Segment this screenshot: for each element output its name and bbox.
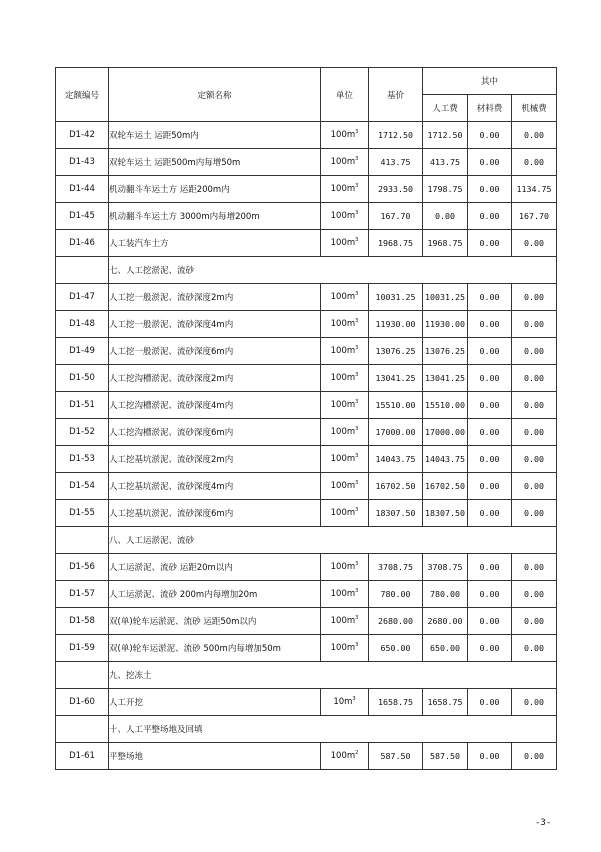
unit-exponent: 2 <box>355 750 359 757</box>
unit-exponent: 3 <box>355 561 359 568</box>
table-row <box>56 635 557 662</box>
quota-unit <box>321 176 369 203</box>
table-row <box>56 500 557 527</box>
labor-cost: 1658.75 <box>423 689 468 716</box>
quota-code: D1-45 <box>56 203 109 230</box>
quota-name: 人工挖一般淤泥、流砂深度6m内 <box>109 338 321 365</box>
machine-cost: 0.00 <box>512 284 557 311</box>
machine-cost: 0.00 <box>512 365 557 392</box>
material-cost: 0.00 <box>468 689 512 716</box>
base-price: 2680.00 <box>369 608 423 635</box>
quota-code: D1-42 <box>56 122 109 149</box>
unit-exponent: 3 <box>355 210 359 217</box>
table-row <box>56 419 557 446</box>
base-price: 16702.50 <box>369 473 423 500</box>
labor-cost: 3708.75 <box>423 554 468 581</box>
quota-name: 双轮车运土 运距50m内 <box>109 122 321 149</box>
table-row <box>56 392 557 419</box>
table-row <box>56 149 557 176</box>
unit-exponent: 3 <box>355 426 359 433</box>
quota-code: D1-57 <box>56 581 109 608</box>
unit-exponent: 3 <box>355 291 359 298</box>
unit-base: 100m <box>330 400 356 410</box>
unit-base: 100m <box>330 643 356 653</box>
base-price: 587.50 <box>369 743 423 770</box>
section-spacer <box>56 662 109 689</box>
machine-cost: 0.00 <box>512 743 557 770</box>
machine-cost: 0.00 <box>512 473 557 500</box>
section-title: 十、人工平整场地及回填 <box>109 716 557 743</box>
base-price: 1968.75 <box>369 230 423 257</box>
labor-cost: 1798.75 <box>423 176 468 203</box>
quota-name: 人工挖一般淤泥、流砂深度4m内 <box>109 311 321 338</box>
table-row <box>56 554 557 581</box>
quota-unit <box>321 149 369 176</box>
table-row <box>56 743 557 770</box>
quota-code: D1-48 <box>56 311 109 338</box>
quota-unit <box>321 446 369 473</box>
unit-base: 100m <box>330 616 356 626</box>
labor-cost: 11930.00 <box>423 311 468 338</box>
labor-cost: 16702.50 <box>423 473 468 500</box>
machine-cost: 0.00 <box>512 500 557 527</box>
quota-unit <box>321 203 369 230</box>
labor-cost: 1712.50 <box>423 122 468 149</box>
table-row <box>56 122 557 149</box>
unit-base: 100m <box>330 238 356 248</box>
section-spacer <box>56 716 109 743</box>
quota-code: D1-52 <box>56 419 109 446</box>
quota-table <box>55 67 557 770</box>
table-row <box>56 311 557 338</box>
unit-base: 100m <box>330 481 356 491</box>
labor-cost: 18307.50 <box>423 500 468 527</box>
section-row <box>56 527 557 554</box>
labor-cost: 650.00 <box>423 635 468 662</box>
unit-base: 100m <box>330 427 356 437</box>
material-cost: 0.00 <box>468 473 512 500</box>
labor-cost: 0.00 <box>423 203 468 230</box>
unit-exponent: 3 <box>355 129 359 136</box>
material-cost: 0.00 <box>468 338 512 365</box>
material-cost: 0.00 <box>468 365 512 392</box>
machine-cost: 0.00 <box>512 581 557 608</box>
section-title: 九、挖冻土 <box>109 662 557 689</box>
quota-code: D1-55 <box>56 500 109 527</box>
quota-body <box>56 122 557 770</box>
quota-name: 人工运淤泥、流砂 200m内每增加20m <box>109 581 321 608</box>
quota-code: D1-51 <box>56 392 109 419</box>
quota-name: 人工挖沟槽淤泥、流砂深度4m内 <box>109 392 321 419</box>
base-price: 17000.00 <box>369 419 423 446</box>
material-cost: 0.00 <box>468 500 512 527</box>
material-cost: 0.00 <box>468 554 512 581</box>
unit-base: 100m <box>330 211 356 221</box>
quota-code: D1-61 <box>56 743 109 770</box>
labor-cost: 17000.00 <box>423 419 468 446</box>
header-of-which: 其中 <box>423 68 557 95</box>
machine-cost: 167.70 <box>512 203 557 230</box>
unit-exponent: 3 <box>355 615 359 622</box>
unit-base: 100m <box>330 589 356 599</box>
material-cost: 0.00 <box>468 608 512 635</box>
table-row <box>56 365 557 392</box>
base-price: 13076.25 <box>369 338 423 365</box>
labor-cost: 1968.75 <box>423 230 468 257</box>
material-cost: 0.00 <box>468 635 512 662</box>
unit-base: 100m <box>330 184 356 194</box>
quota-name: 双轮车运土 运距500m内每增50m <box>109 149 321 176</box>
section-spacer <box>56 257 109 284</box>
unit-exponent: 3 <box>352 696 356 703</box>
unit-base: 100m <box>330 157 356 167</box>
quota-unit <box>321 284 369 311</box>
header-code: 定额编号 <box>56 68 109 122</box>
labor-cost: 15510.00 <box>423 392 468 419</box>
table-row <box>56 473 557 500</box>
quota-name: 人工挖沟槽淤泥、流砂深度6m内 <box>109 419 321 446</box>
material-cost: 0.00 <box>468 311 512 338</box>
quota-unit <box>321 689 369 716</box>
unit-exponent: 3 <box>355 588 359 595</box>
machine-cost: 0.00 <box>512 122 557 149</box>
unit-exponent: 3 <box>355 372 359 379</box>
machine-cost: 0.00 <box>512 230 557 257</box>
quota-name: 人工运淤泥、流砂 运距20m以内 <box>109 554 321 581</box>
header-unit: 单位 <box>321 68 369 122</box>
labor-cost: 2680.00 <box>423 608 468 635</box>
quota-name: 人工挖沟槽淤泥、流砂深度2m内 <box>109 365 321 392</box>
base-price: 413.75 <box>369 149 423 176</box>
unit-exponent: 3 <box>355 480 359 487</box>
quota-unit <box>321 581 369 608</box>
machine-cost: 0.00 <box>512 689 557 716</box>
base-price: 650.00 <box>369 635 423 662</box>
quota-unit <box>321 743 369 770</box>
unit-base: 100m <box>330 454 356 464</box>
quota-unit <box>321 500 369 527</box>
base-price: 14043.75 <box>369 446 423 473</box>
material-cost: 0.00 <box>468 203 512 230</box>
unit-exponent: 3 <box>355 453 359 460</box>
section-title: 七、人工挖淤泥、流砂 <box>109 257 557 284</box>
unit-base: 10m <box>333 697 353 707</box>
unit-base: 100m <box>330 130 356 140</box>
quota-code: D1-56 <box>56 554 109 581</box>
unit-exponent: 3 <box>355 183 359 190</box>
unit-exponent: 3 <box>355 642 359 649</box>
unit-exponent: 3 <box>355 156 359 163</box>
quota-code: D1-50 <box>56 365 109 392</box>
header-material: 材料费 <box>468 95 512 122</box>
table-row <box>56 203 557 230</box>
material-cost: 0.00 <box>468 284 512 311</box>
quota-code: D1-53 <box>56 446 109 473</box>
quota-code: D1-43 <box>56 149 109 176</box>
quota-code: D1-44 <box>56 176 109 203</box>
machine-cost: 0.00 <box>512 635 557 662</box>
labor-cost: 587.50 <box>423 743 468 770</box>
unit-exponent: 3 <box>355 507 359 514</box>
quota-unit <box>321 311 369 338</box>
quota-unit <box>321 554 369 581</box>
quota-name: 双(单)轮车运淤泥、流砂 运距50m以内 <box>109 608 321 635</box>
quota-code: D1-54 <box>56 473 109 500</box>
table-row <box>56 689 557 716</box>
table-row <box>56 608 557 635</box>
header-base-price: 基价 <box>369 68 423 122</box>
section-title: 八、人工运淤泥、流砂 <box>109 527 557 554</box>
quota-name: 平整场地 <box>109 743 321 770</box>
quota-unit <box>321 635 369 662</box>
quota-unit <box>321 392 369 419</box>
labor-cost: 13041.25 <box>423 365 468 392</box>
table-row <box>56 284 557 311</box>
quota-code: D1-59 <box>56 635 109 662</box>
table-row <box>56 581 557 608</box>
material-cost: 0.00 <box>468 230 512 257</box>
section-spacer <box>56 527 109 554</box>
material-cost: 0.00 <box>468 176 512 203</box>
machine-cost: 0.00 <box>512 311 557 338</box>
labor-cost: 14043.75 <box>423 446 468 473</box>
quota-unit <box>321 419 369 446</box>
quota-unit <box>321 122 369 149</box>
machine-cost: 0.00 <box>512 338 557 365</box>
header-name: 定额名称 <box>109 68 321 122</box>
quota-unit <box>321 230 369 257</box>
table-row <box>56 338 557 365</box>
quota-code: D1-58 <box>56 608 109 635</box>
base-price: 13041.25 <box>369 365 423 392</box>
quota-code: D1-47 <box>56 284 109 311</box>
base-price: 167.70 <box>369 203 423 230</box>
base-price: 1658.75 <box>369 689 423 716</box>
machine-cost: 0.00 <box>512 554 557 581</box>
machine-cost: 0.00 <box>512 392 557 419</box>
unit-base: 100m <box>330 373 356 383</box>
material-cost: 0.00 <box>468 122 512 149</box>
quota-code: D1-46 <box>56 230 109 257</box>
unit-base: 100m <box>330 292 356 302</box>
base-price: 11930.00 <box>369 311 423 338</box>
quota-name: 人工装汽车土方 <box>109 230 321 257</box>
quota-name: 机动翻斗车运土方 3000m内每增200m <box>109 203 321 230</box>
base-price: 2933.50 <box>369 176 423 203</box>
labor-cost: 780.00 <box>423 581 468 608</box>
base-price: 1712.50 <box>369 122 423 149</box>
base-price: 10031.25 <box>369 284 423 311</box>
unit-exponent: 3 <box>355 318 359 325</box>
labor-cost: 413.75 <box>423 149 468 176</box>
base-price: 3708.75 <box>369 554 423 581</box>
unit-base: 100m <box>330 562 356 572</box>
section-row <box>56 257 557 284</box>
section-row <box>56 662 557 689</box>
page-number: -3- <box>535 818 552 828</box>
unit-exponent: 3 <box>355 237 359 244</box>
base-price: 15510.00 <box>369 392 423 419</box>
table-row <box>56 176 557 203</box>
machine-cost: 0.00 <box>512 419 557 446</box>
quota-code: D1-49 <box>56 338 109 365</box>
base-price: 18307.50 <box>369 500 423 527</box>
quota-name: 双(单)轮车运淤泥、流砂 500m内每增加50m <box>109 635 321 662</box>
material-cost: 0.00 <box>468 446 512 473</box>
quota-unit <box>321 365 369 392</box>
machine-cost: 1134.75 <box>512 176 557 203</box>
machine-cost: 0.00 <box>512 149 557 176</box>
material-cost: 0.00 <box>468 392 512 419</box>
unit-base: 100m <box>330 319 356 329</box>
header-labor: 人工费 <box>423 95 468 122</box>
header-machine: 机械费 <box>512 95 557 122</box>
unit-base: 100m <box>330 346 356 356</box>
base-price: 780.00 <box>369 581 423 608</box>
material-cost: 0.00 <box>468 149 512 176</box>
material-cost: 0.00 <box>468 419 512 446</box>
unit-exponent: 3 <box>355 345 359 352</box>
quota-name: 人工挖基坑淤泥、流砂深度4m内 <box>109 473 321 500</box>
unit-base: 100m <box>330 508 356 518</box>
unit-exponent: 3 <box>355 399 359 406</box>
unit-base: 100m <box>330 751 356 761</box>
machine-cost: 0.00 <box>512 608 557 635</box>
section-row <box>56 716 557 743</box>
quota-name: 人工挖基坑淤泥、流砂深度2m内 <box>109 446 321 473</box>
quota-code: D1-60 <box>56 689 109 716</box>
table-row <box>56 446 557 473</box>
material-cost: 0.00 <box>468 743 512 770</box>
labor-cost: 10031.25 <box>423 284 468 311</box>
table-row <box>56 230 557 257</box>
quota-unit <box>321 608 369 635</box>
quota-unit <box>321 473 369 500</box>
material-cost: 0.00 <box>468 581 512 608</box>
quota-name: 人工开挖 <box>109 689 321 716</box>
quota-name: 人工挖基坑淤泥、流砂深度6m内 <box>109 500 321 527</box>
machine-cost: 0.00 <box>512 446 557 473</box>
labor-cost: 13076.25 <box>423 338 468 365</box>
quota-unit <box>321 338 369 365</box>
quota-name: 机动翻斗车运土方 运距200m内 <box>109 176 321 203</box>
quota-name: 人工挖一般淤泥、流砂深度2m内 <box>109 284 321 311</box>
